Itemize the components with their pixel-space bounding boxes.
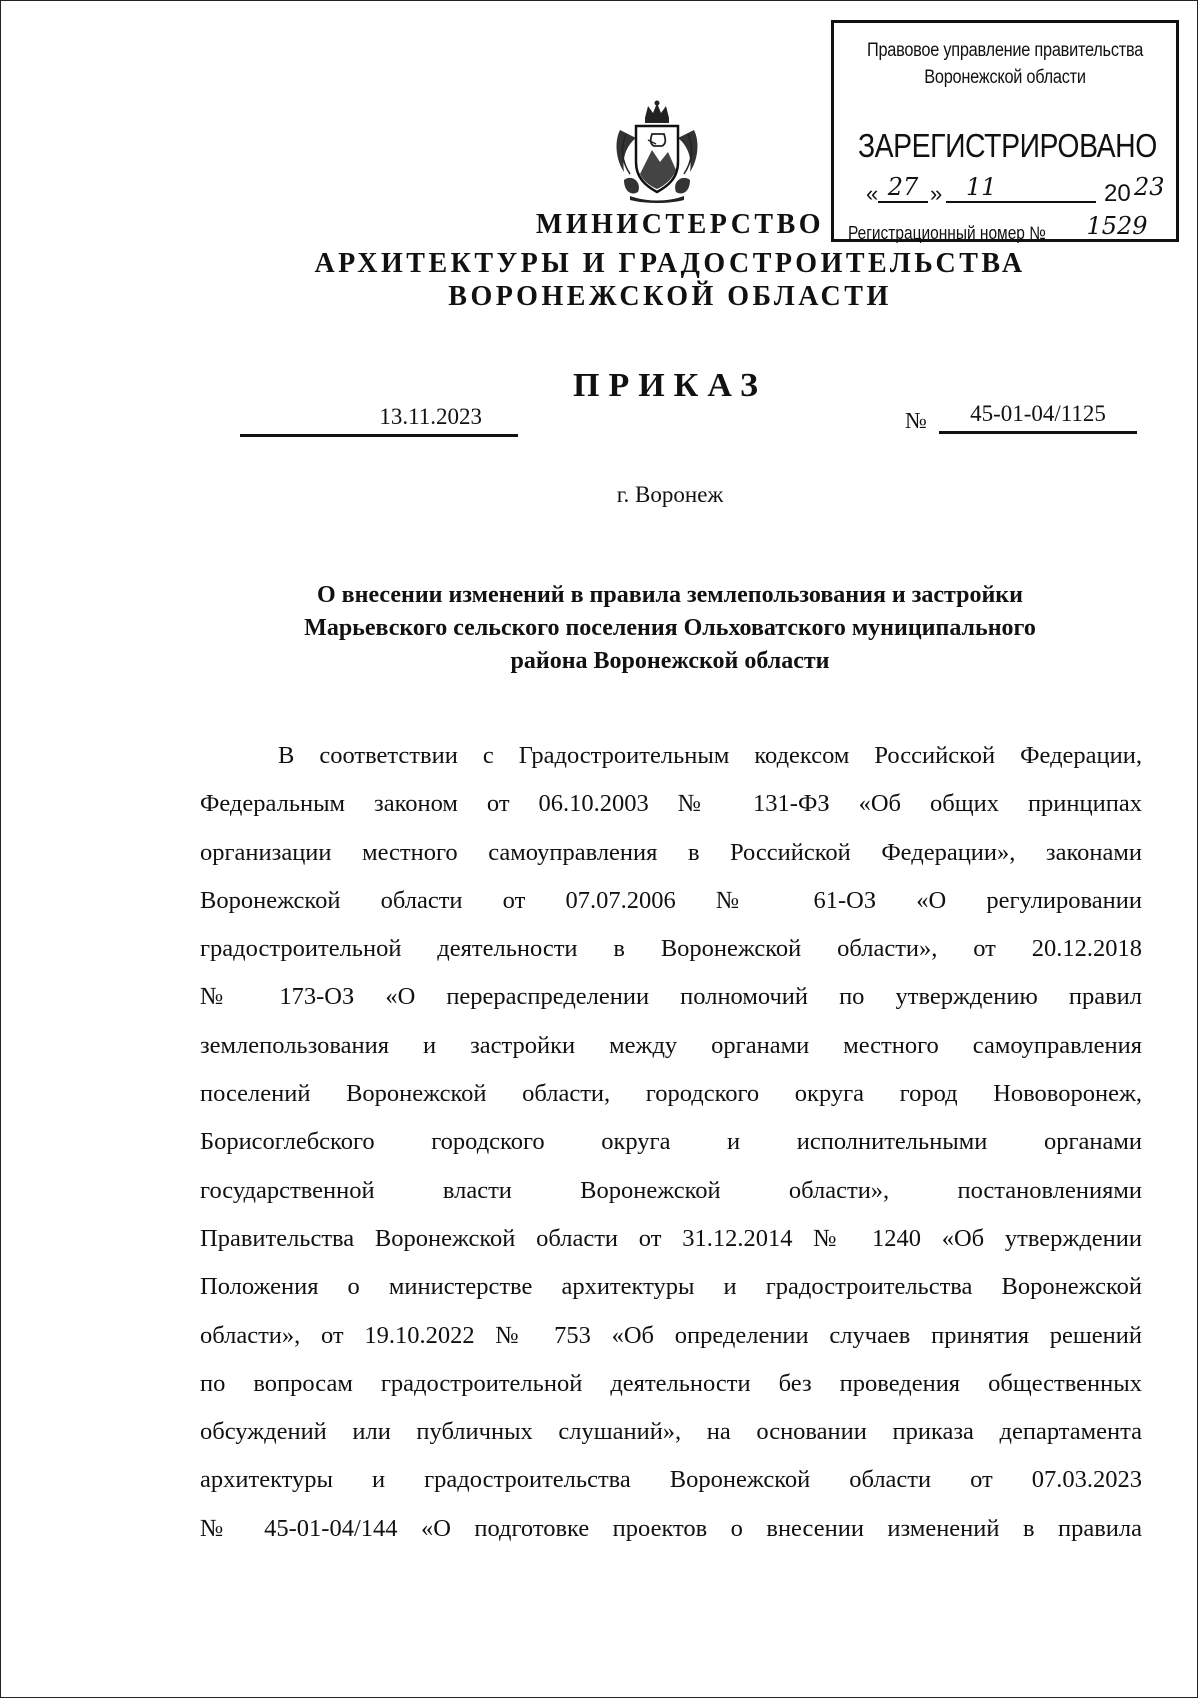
- body-line: организации местного самоуправления в Российской Федерации», законами: [200, 838, 1142, 866]
- stamp-registered-label: ЗАРЕГИСТРИРОВАНО: [857, 127, 1157, 164]
- stamp-org-line1: Правовое управление правительства: [866, 40, 1144, 61]
- document-type: ПРИКАЗ: [573, 367, 767, 404]
- stamp-regno-label: Регистрационный номер №: [848, 223, 1046, 243]
- body-line: по вопросам градостроительной деятельности без проведения общественных: [200, 1369, 1142, 1397]
- stamp-quote-close: »: [930, 181, 943, 206]
- stamp-year-prefix: 20: [1104, 180, 1131, 207]
- body-line: Борисоглебского городского округа и исполнительными органами: [200, 1128, 1142, 1156]
- order-title-line3: района Воронежской области: [510, 648, 830, 674]
- ministry-title-line2: АРХИТЕКТУРЫ И ГРАДОСТРОИТЕЛЬСТВА: [314, 248, 1026, 279]
- stamp-year-suffix: 23: [1134, 173, 1165, 201]
- body-line: № 173-ОЗ «О перераспределении полномочий по утверждению правил: [200, 983, 1142, 1011]
- body-line: архитектуры и градостроительства Воронежской области от 07.03.2023: [200, 1466, 1142, 1494]
- order-body: [200, 732, 1142, 1553]
- body-line: землепользования и застройки между органами местного самоуправления: [200, 1031, 1142, 1059]
- stamp-organization: [858, 37, 1152, 91]
- body-line: обсуждений или публичных слушаний», на основании приказа департамента: [200, 1418, 1142, 1446]
- body-line: В соответствии с Градостроительным кодексом Российской Федерации,: [278, 742, 1142, 769]
- ministry-title-line1: МИНИСТЕРСТВО: [535, 209, 825, 240]
- body-line: поселений Воронежской области, городского округа город Нововоронеж,: [200, 1080, 1142, 1108]
- stamp-day: 27: [878, 173, 928, 203]
- order-city: г. Воронеж: [616, 482, 724, 507]
- order-number-sign: №: [905, 408, 927, 433]
- order-title-line1: О внесении изменений в правила землепользования и застройки: [317, 582, 1023, 608]
- body-line: № 45-01-04/144 «О подготовке проектов о внесении изменений в правила: [200, 1514, 1142, 1542]
- body-line: государственной власти Воронежской области», постановлениями: [200, 1176, 1142, 1204]
- coat-of-arms-icon: [612, 100, 702, 204]
- stamp-org-line2: Воронежской области: [924, 67, 1086, 88]
- body-line: Правительства Воронежской области от 31.12.2014 № 1240 «Об утверждении: [200, 1224, 1142, 1252]
- order-date: 13.11.2023: [240, 400, 518, 437]
- order-title: [200, 579, 1140, 678]
- body-line: Федеральным законом от 06.10.2003 № 131-ФЗ «Об общих принципах: [200, 790, 1142, 818]
- body-line: Положения о министерстве архитектуры и градостроительства Воронежской: [200, 1273, 1142, 1301]
- ministry-title-line3: ВОРОНЕЖСКОЙ ОБЛАСТИ: [448, 281, 892, 312]
- stamp-month: 11: [946, 173, 1096, 203]
- order-title-line2: Марьевского сельского поселения Ольховатского муниципального: [304, 615, 1036, 641]
- body-line: Воронежской области от 07.07.2006 № 61-ОЗ «О регулировании: [200, 886, 1142, 914]
- body-line: градостроительной деятельности в Воронежской области», от 20.12.2018: [200, 935, 1142, 963]
- body-line: области», от 19.10.2022 № 753 «Об определении случаев принятия решений: [200, 1321, 1142, 1349]
- stamp-regno-value: 1529: [1066, 213, 1168, 241]
- stamp-quote-open: «: [866, 181, 879, 206]
- order-number: 45-01-04/1125: [939, 397, 1137, 434]
